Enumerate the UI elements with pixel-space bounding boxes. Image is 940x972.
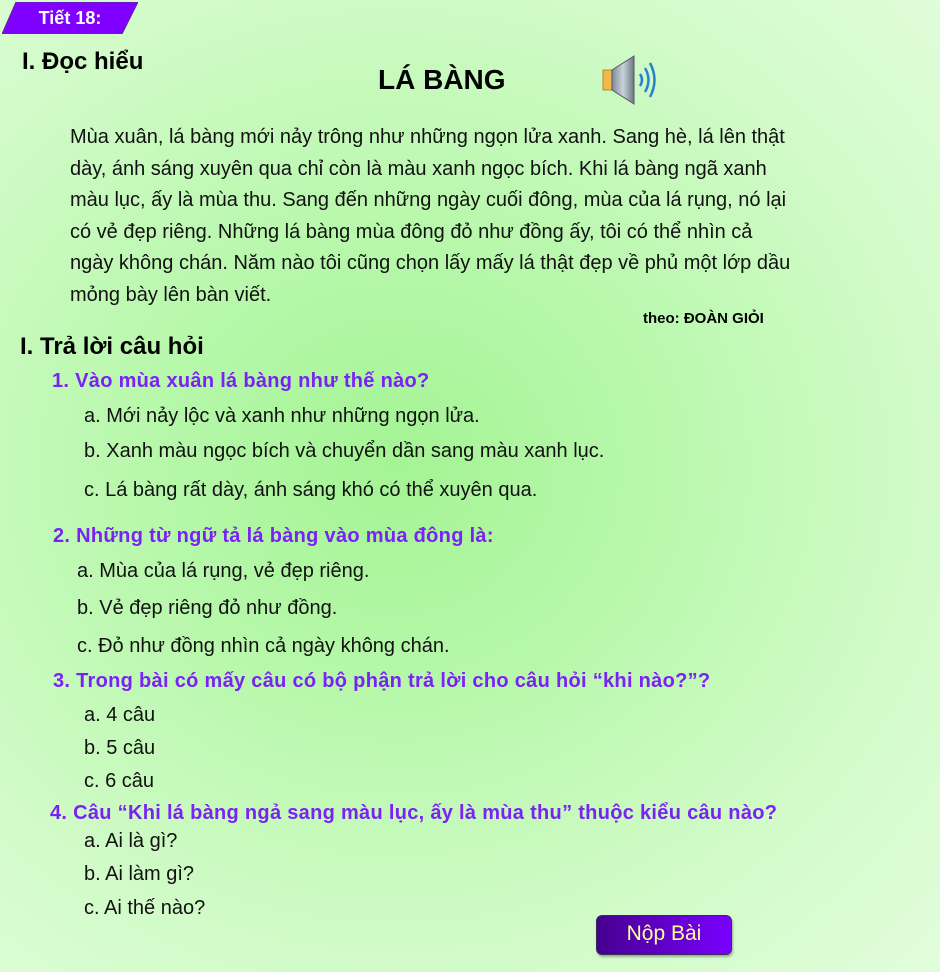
answer-option[interactable]: a. Ai là gì? bbox=[84, 830, 178, 852]
answer-option[interactable]: c. 6 câu bbox=[84, 770, 155, 792]
passage-line: Mùa xuân, lá bàng mới nảy trông như những ngọn lửa xanh. Sang hè, lá lên thật bbox=[70, 126, 785, 148]
question-4: 4. Câu “Khi lá bàng ngả sang màu lục, ấy là mùa thu” thuộc kiểu câu nào? bbox=[50, 802, 778, 824]
passage-author: theo: ĐOÀN GIỎI bbox=[643, 310, 764, 327]
answer-option[interactable]: a. Mùa của lá rụng, vẻ đẹp riêng. bbox=[77, 560, 370, 582]
passage-line: dày, ánh sáng xuyên qua chỉ còn là màu xanh ngọc bích. Khi lá bàng ngã xanh bbox=[70, 157, 767, 180]
question-3: 3. Trong bài có mấy câu có bộ phận trả lời cho câu hỏi “khi nào?”? bbox=[53, 670, 711, 692]
passage-line: mỏng bày lên bàn viết. bbox=[70, 283, 272, 306]
speaker-icon[interactable] bbox=[600, 54, 658, 111]
passage-text bbox=[70, 122, 900, 311]
lesson-tag-label: Tiết 18: bbox=[38, 8, 102, 28]
answer-option[interactable]: c. Lá bàng rất dày, ánh sáng khó có thể xuyên qua. bbox=[84, 479, 538, 501]
section-reading-heading: I. Đọc hiểu bbox=[22, 48, 144, 75]
answer-option[interactable]: a. 4 câu bbox=[84, 704, 156, 726]
answer-option[interactable]: b. 5 câu bbox=[84, 737, 156, 759]
passage-title: LÁ BÀNG bbox=[378, 64, 506, 95]
lesson-tag bbox=[2, 2, 138, 34]
answer-option[interactable]: c. Ai thế nào? bbox=[84, 897, 206, 919]
passage-line: ngày không chán. Năm nào tôi cũng chọn lấy mấy lá thật đẹp về phủ một lớp dầu bbox=[70, 252, 791, 274]
passage-line: màu lục, ấy là mùa thu. Sang đến những ngày cuối đông, mùa của lá rụng, nó lại bbox=[70, 189, 787, 211]
answer-option[interactable]: b. Ai làm gì? bbox=[84, 863, 195, 885]
section-questions-heading: I. Trả lời câu hỏi bbox=[20, 333, 204, 360]
answer-option[interactable]: a. Mới nảy lộc và xanh như những ngọn lửa. bbox=[84, 405, 480, 427]
answer-option[interactable]: b. Xanh màu ngọc bích và chuyển dần sang màu xanh lục. bbox=[84, 440, 605, 462]
answer-option[interactable]: c. Đỏ như đồng nhìn cả ngày không chán. bbox=[77, 635, 450, 657]
question-1: 1. Vào mùa xuân lá bàng như thế nào? bbox=[52, 370, 430, 392]
submit-button[interactable]: Nộp Bài bbox=[596, 915, 732, 955]
passage-line: có vẻ đẹp riêng. Những lá bàng mùa đông đỏ như đồng ấy, tôi có thể nhìn cả bbox=[70, 220, 753, 243]
question-2: 2. Những từ ngữ tả lá bàng vào mùa đông là: bbox=[53, 525, 494, 547]
answer-option[interactable]: b. Vẻ đẹp riêng đỏ như đồng. bbox=[77, 597, 338, 619]
